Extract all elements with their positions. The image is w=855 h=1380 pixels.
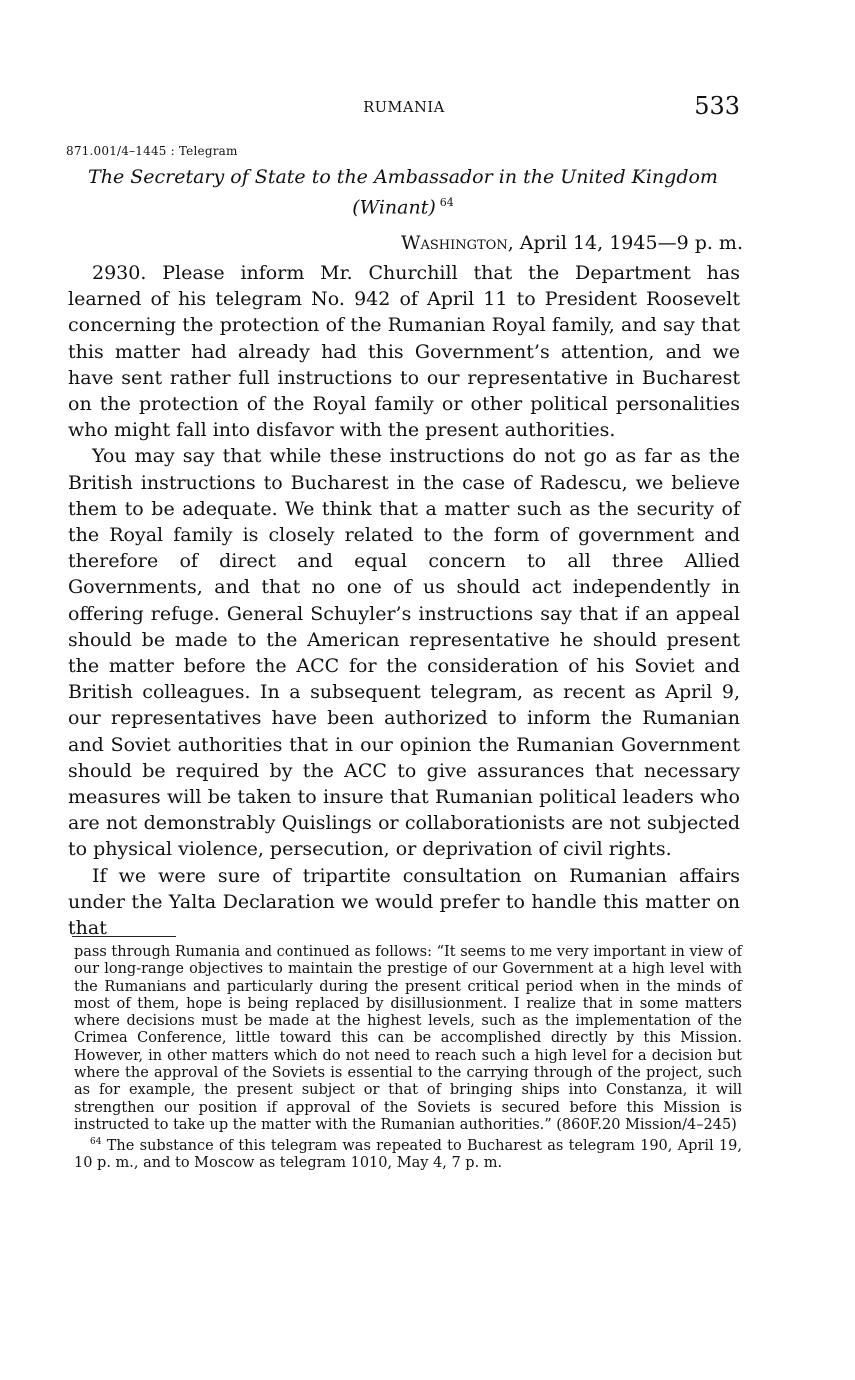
page-number: 533 [694, 92, 740, 120]
footnote-divider [72, 936, 176, 937]
paragraph-3: If we were sure of tripartite consultation on Rumanian affairs under the Yalta Declaration we would prefer to handle this matter on that [68, 864, 740, 940]
footnote-continuation: pass through Rumania and continued as follows: “It seems to me very important in view of our long-range objectives to maintain the prestige of our Government at a high level with the Rumanians and particularly during the present critical period when in the minds of most of them, hope is being replaced by disillusionment. I realize that in some matters where decisions must be made at the highest levels, such as the implementation of the Crimea Conference, little toward this can be accomplished directly by this Mission. However, in other matters which do not need to reach such a high level for a decision but where the approval of the Soviets is essential to the carrying through of the project, such as for example, the present subject or that of bringing ships into Constanza, it will strengthen our position if approval of the Soviets is secured before this Mission is instructed to take up the matter with the Rumanian authorities.” (860F.20 Mission/4–245) [74, 944, 742, 1133]
paragraph-2: You may say that while these instructions do not go as far as the British instructions to Bucharest in the case of Radescu, we believe them to be adequate. We think that a matter such as the security of the Royal family is closely related to the form of government and therefore of direct and equal concern to all three Allied Governments, and that no one of us should act independently in offering refuge. General Schuyler’s instructions say that if an appeal should be made to the American representative he should present the matter before the ACC for the consideration of his Soviet and British colleagues. In a subsequent telegram, as recent as April 9, our representatives have been authorized to inform the Rumanian and Soviet authorities that in our opinion the Rumanian Government should be required by the ACC to give assurances that necessary measures will be taken to insure that Rumanian political leaders who are not demonstrably Quislings or collaborationists are not subjected to physical violence, persecution, or deprivation of civil rights. [68, 445, 740, 861]
heading-recipient: (Winant) [352, 196, 436, 219]
paragraph-1: 2930. Please inform Mr. Churchill that the Department has learned of his telegram No. 942 of April 11 to President Roosevelt concerning the protection of the Rumanian Royal family, and say that this matter had already had this Government’s attention, and we have sent rather full instructions to our representative in Bucharest on the protection of the Royal family or other political personalities who might fall into disfavor with the present authorities. [68, 262, 740, 442]
dateline [401, 232, 743, 254]
document-heading [66, 164, 740, 220]
footnotes [74, 944, 742, 1173]
footnote-64-text: The substance of this telegram was repeated to Bucharest as telegram 190, April 19, 10 p. m., and to Moscow as telegram 1010, May 4, 7 p. m. [74, 1138, 742, 1172]
dateline-date: , April 14, 1945—9 p. m. [507, 232, 743, 254]
dateline-place: Washington [400, 232, 508, 254]
footnote-64-marker: 64 [90, 1137, 102, 1148]
heading-footnote-ref: 64 [439, 196, 454, 209]
heading-line-2 [66, 190, 740, 220]
file-reference: 871.001/4–1445 : Telegram [66, 144, 238, 158]
running-title: RUMANIA [363, 100, 445, 116]
heading-line-1: The Secretary of State to the Ambassador in the United Kingdom [88, 166, 718, 188]
footnote-64 [74, 1134, 742, 1172]
telegram-body [68, 260, 740, 941]
running-header [68, 92, 740, 124]
